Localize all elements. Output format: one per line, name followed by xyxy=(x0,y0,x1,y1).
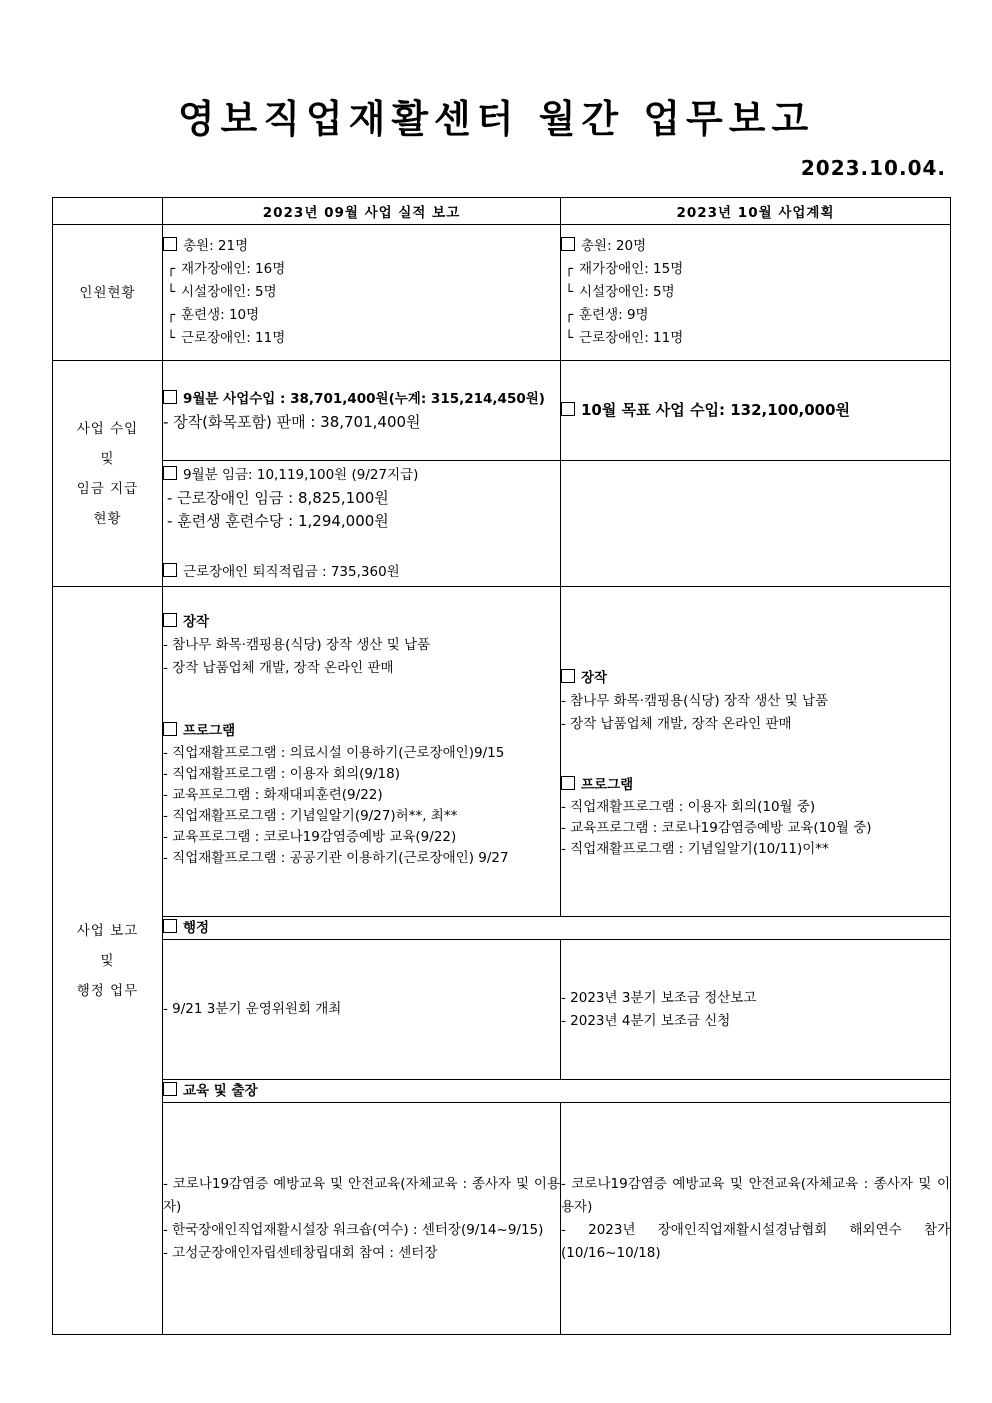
sep-business-cell xyxy=(163,587,561,917)
facility-disabled-count: 시설장애인: 5명 xyxy=(181,284,277,300)
oct-edu-cell xyxy=(561,1103,951,1335)
list-item: - 코로나19감염증 예방교육 및 안전교육(자체교육 : 종사자 및 이용자) xyxy=(163,1175,560,1215)
list-item: - 직업재활프로그램 : 이용자 회의(10월 중) xyxy=(561,799,816,815)
list-item: - 장작 납품업체 개발, 장작 온라인 판매 xyxy=(561,716,792,732)
checkbox-icon xyxy=(163,563,177,577)
business-label-line: 및 xyxy=(100,952,115,969)
sep-staff-cell xyxy=(163,225,561,361)
list-item: - 한국장애인직업재활시설장 워크숍(여수) : 센터장(9/14~9/15) xyxy=(163,1221,544,1238)
firewood-title: 장작 xyxy=(581,670,608,686)
list-item: - 2023년 3분기 보조금 정산보고 xyxy=(561,989,757,1006)
sep-edu-cell xyxy=(163,1103,561,1335)
business-label xyxy=(53,587,163,1335)
admin-section-header xyxy=(163,917,951,940)
checkbox-icon xyxy=(561,776,575,790)
corner-cell xyxy=(53,198,163,225)
list-item: - 직업재활프로그램 : 이용자 회의(9/18) xyxy=(163,766,400,782)
list-item: - 코로나19감염증 예방교육 및 안전교육(자체교육 : 종사자 및 이용자) xyxy=(561,1175,950,1215)
bracket-top-icon: ┌ xyxy=(167,307,176,323)
income-label-line: 사업 수입 xyxy=(76,420,139,437)
list-item: - 교육프로그램 : 화재대피훈련(9/22) xyxy=(163,787,383,803)
oct-business-cell xyxy=(561,587,951,917)
business-label-line: 사업 보고 xyxy=(76,922,139,939)
bracket-bottom-icon: └ xyxy=(565,284,574,300)
document-title: 영보직업재활센터 월간 업무보고 xyxy=(177,97,815,141)
income-label-line: 현황 xyxy=(93,510,122,527)
edu-row xyxy=(53,1103,951,1335)
list-item: - 9/21 3분기 운영위원회 개최 xyxy=(163,1001,342,1017)
admin-row xyxy=(53,940,951,1080)
list-item: - 참나무 화목·캠핑용(식당) 장작 생산 및 납품 xyxy=(163,637,431,653)
october-plan-header: 2023년 10월 사업계획 xyxy=(561,198,951,225)
checkbox-icon xyxy=(561,402,575,416)
business-row xyxy=(53,587,951,917)
retirement-savings: 근로장애인 퇴직적립금 : 735,360원 xyxy=(183,563,400,580)
september-report-header: 2023년 09월 사업 실적 보고 xyxy=(163,198,561,225)
sep-income-cell xyxy=(163,361,561,461)
sep-wage-cell xyxy=(163,461,561,587)
program-title: 프로그램 xyxy=(183,723,236,739)
bracket-top-icon: ┌ xyxy=(167,261,176,277)
checkbox-icon xyxy=(163,613,177,627)
oct-wage-cell xyxy=(561,461,951,587)
home-disabled-count: 재가장애인: 16명 xyxy=(181,261,286,277)
admin-title: 행정 xyxy=(183,920,210,936)
firewood-title: 장작 xyxy=(183,614,210,630)
list-item: - 직업재활프로그램 : 공공기관 이용하기(근로장애인) 9/27 xyxy=(163,850,509,866)
income-label xyxy=(53,361,163,587)
list-item: - 참나무 화목·캠핑용(식당) 장작 생산 및 납품 xyxy=(561,693,829,709)
bracket-top-icon: ┌ xyxy=(565,307,574,323)
sep-income-title: 9월분 사업수입 : 38,701,400원(누계: 315,214,450원) xyxy=(183,390,545,407)
report-date: 2023.10.04. xyxy=(800,156,946,180)
edu-section-header xyxy=(163,1080,951,1103)
list-item: - 직업재활프로그램 : 기념일알기(10/11)이** xyxy=(561,841,829,857)
worker-disabled-count: 근로장애인: 11명 xyxy=(181,330,286,346)
facility-disabled-count: 시설장애인: 5명 xyxy=(579,284,675,300)
list-item: - 교육프로그램 : 코로나19감염증예방 교육(9/22) xyxy=(163,829,457,845)
sep-admin-cell xyxy=(163,940,561,1080)
edu-header-row xyxy=(53,1080,951,1103)
list-item: - 2023년 장애인직업재활시설경남협회 해외연수 참가(10/16~10/18) xyxy=(561,1221,950,1261)
oct-admin-cell xyxy=(561,940,951,1080)
staff-label: 인원현황 xyxy=(53,225,163,361)
staff-row xyxy=(53,225,951,361)
oct-staff-cell xyxy=(561,225,951,361)
income-label-line: 및 xyxy=(100,450,115,467)
bracket-bottom-icon: └ xyxy=(565,330,574,346)
checkbox-icon xyxy=(163,237,177,251)
sep-wage-title: 9월분 임금: 10,119,100원 (9/27지급) xyxy=(183,466,419,483)
checkbox-icon xyxy=(163,919,177,933)
program-title: 프로그램 xyxy=(581,777,634,793)
total-count: 총원: 20명 xyxy=(581,238,647,254)
edu-title: 교육 및 출장 xyxy=(183,1083,258,1099)
sep-income-detail: - 장작(화목포함) 판매 : 38,701,400원 xyxy=(163,412,421,431)
report-table xyxy=(52,197,951,1335)
header-row xyxy=(53,198,951,225)
list-item: - 2023년 4분기 보조금 신청 xyxy=(561,1012,731,1029)
bracket-bottom-icon: └ xyxy=(167,284,176,300)
worker-wage: - 근로장애인 임금 : 8,825,100원 xyxy=(167,488,389,507)
oct-income-target: 10월 목표 사업 수입: 132,100,000원 xyxy=(581,401,851,419)
list-item: - 직업재활프로그램 : 의료시설 이용하기(근로장애인)9/15 xyxy=(163,745,505,761)
checkbox-icon xyxy=(163,466,177,480)
checkbox-icon xyxy=(163,1082,177,1096)
checkbox-icon xyxy=(163,722,177,736)
income-label-line: 임금 지급 xyxy=(76,480,139,497)
trainee-count: 훈련생: 10명 xyxy=(181,307,260,323)
home-disabled-count: 재가장애인: 15명 xyxy=(579,261,684,277)
total-count: 총원: 21명 xyxy=(183,238,249,254)
trainee-count: 훈련생: 9명 xyxy=(579,307,649,323)
admin-header-row xyxy=(53,917,951,940)
worker-disabled-count: 근로장애인: 11명 xyxy=(579,330,684,346)
list-item: - 직업재활프로그램 : 기념일알기(9/27)허**, 최** xyxy=(163,808,458,824)
income-row xyxy=(53,361,951,461)
checkbox-icon xyxy=(561,669,575,683)
checkbox-icon xyxy=(163,390,177,404)
business-label-line: 행정 업무 xyxy=(76,982,139,999)
list-item: - 장작 납품업체 개발, 장작 온라인 판매 xyxy=(163,660,394,676)
bracket-top-icon: ┌ xyxy=(565,261,574,277)
trainee-allowance: - 훈련생 훈련수당 : 1,294,000원 xyxy=(167,511,389,530)
list-item: - 교육프로그램 : 코로나19감염증예방 교육(10월 중) xyxy=(561,820,872,836)
list-item: - 고성군장애인자립센테창립대회 참여 : 센터장 xyxy=(163,1244,438,1261)
bracket-bottom-icon: └ xyxy=(167,330,176,346)
oct-income-cell xyxy=(561,361,951,461)
wage-row xyxy=(53,461,951,587)
checkbox-icon xyxy=(561,237,575,251)
